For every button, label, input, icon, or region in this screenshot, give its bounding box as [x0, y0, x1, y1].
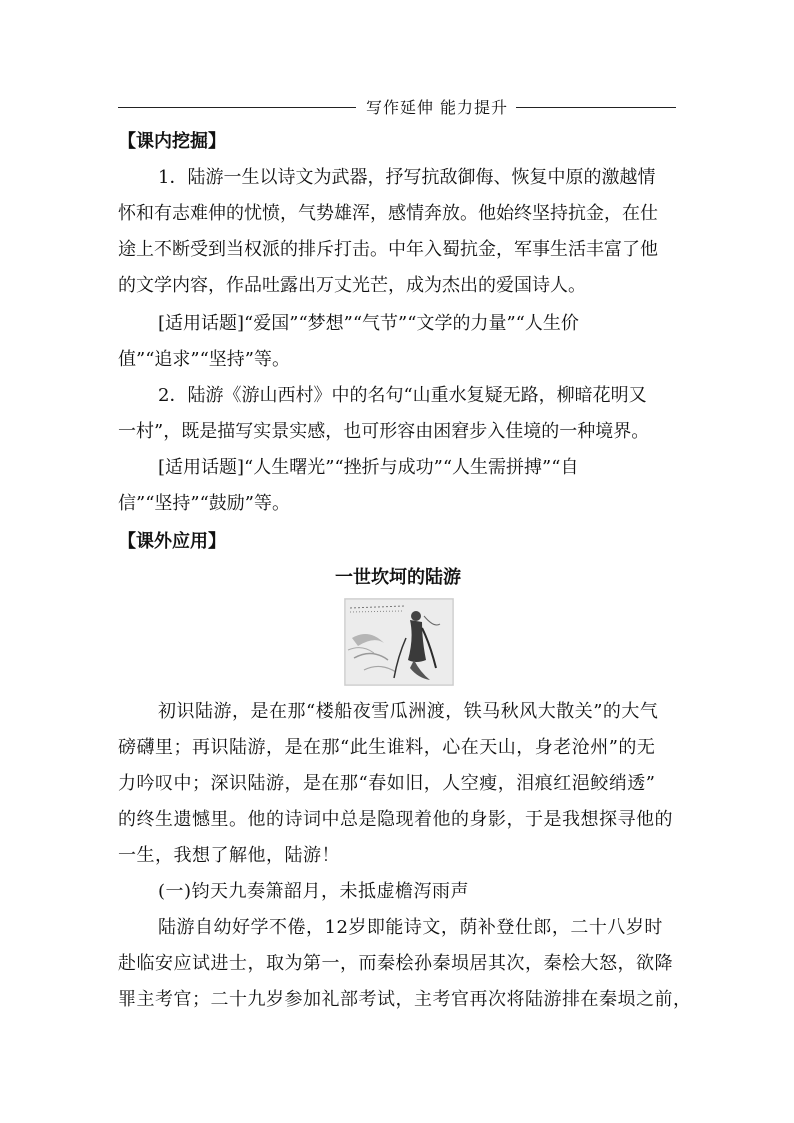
section-heading-in-class: 【课内挖掘】 — [118, 131, 226, 152]
intro-line-3: 力吟叹中；深识陆游，是在那“春如旧，人空瘦，泪痕红浥鲛绡透” — [118, 773, 656, 794]
paragraph-2-line-2: 一村”，既是描写实景实感，也可形容由困窘步入佳境的一种境界。 — [118, 421, 650, 442]
paragraph-1-line-4: 的文学内容，作品吐露出万丈光芒，成为杰出的爱国诗人。 — [118, 275, 586, 296]
paragraph-1-line-3: 途上不断受到当权派的排斥打击。中年入蜀抗金，军事生活丰富了他 — [118, 239, 658, 260]
topics-1-line-1: [适用话题]“爱国”“梦想”“气节”“文学的力量”“人生价 — [158, 313, 579, 334]
intro-line-4: 的终生遗憾里。他的诗词中总是隐现着他的身影，于是我想探寻他的 — [118, 809, 673, 830]
header-rule-left — [118, 107, 356, 108]
paragraph-1-line-2: 怀和有志难伸的忧愤，气势雄浑，感情奔放。他始终坚持抗金，在仕 — [118, 203, 658, 224]
section-heading-extracurricular: 【课外应用】 — [118, 531, 226, 552]
article-title: 一世坎坷的陆游 — [335, 567, 461, 588]
body-line-2: 赴临安应试进士，取为第一，而秦桧孙秦埙居其次，秦桧大怒，欲降 — [118, 953, 673, 974]
header-rule-right — [516, 107, 676, 108]
body-line-3: 罪主考官；二十九岁参加礼部考试，主考官再次将陆游排在秦埙之前， — [118, 989, 692, 1010]
page-header — [0, 94, 794, 118]
intro-line-5: 一生，我想了解他，陆游！ — [118, 845, 340, 866]
subheading-part-1: (一)钧天九奏箫韶月，未抵虚檐泻雨声 — [158, 881, 470, 902]
topics-2-line-1: [适用话题]“人生曙光”“挫折与成功”“人生需拼搏”“自 — [158, 457, 579, 478]
intro-line-2: 磅礴里；再识陆游，是在那“此生谁料，心在天山，身老沧州”的无 — [118, 737, 656, 758]
header-title: 写作延伸 能力提升 — [365, 98, 509, 117]
paragraph-1-line-1: 1．陆游一生以诗文为武器，抒写抗敌御侮、恢复中原的激越情 — [158, 167, 656, 188]
intro-line-1: 初识陆游，是在那“楼船夜雪瓜洲渡，铁马秋风大散关”的大气 — [158, 701, 659, 722]
topics-1-line-2: 值”“追求”“坚持”等。 — [118, 349, 291, 370]
lu-you-ink-painting — [344, 598, 454, 686]
paragraph-2-line-1: 2．陆游《游山西村》中的名句“山重水复疑无路，柳暗花明又 — [158, 385, 647, 406]
topics-2-line-2: 信”“坚持”“鼓励”等。 — [118, 493, 291, 514]
body-line-1: 陆游自幼好学不倦，12岁即能诗文，荫补登仕郎，二十八岁时 — [158, 917, 663, 938]
